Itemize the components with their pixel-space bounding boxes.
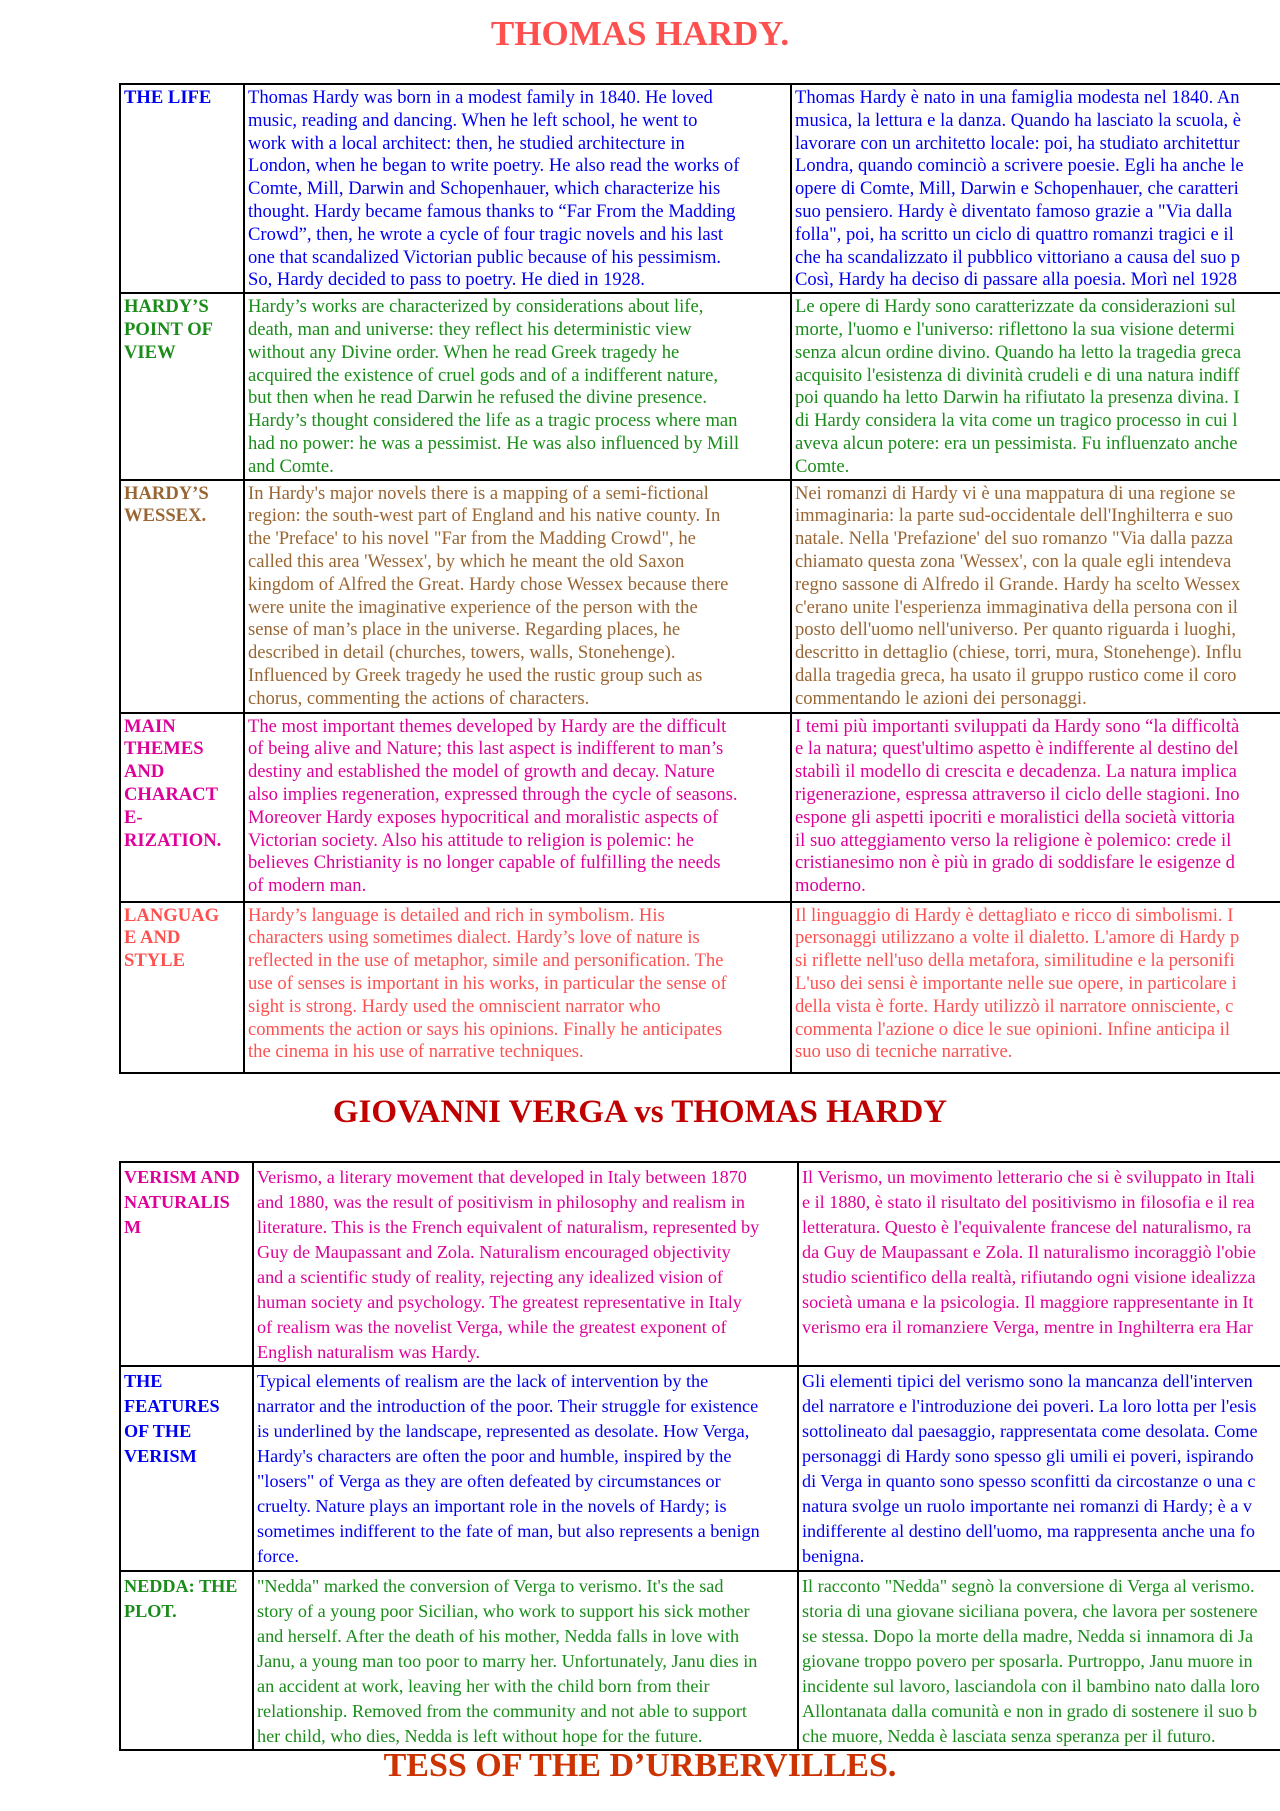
text-line: c'erano unite l'esperienza immaginativa della persona con il	[795, 596, 1238, 618]
text-line: benigna.	[802, 1546, 865, 1566]
text-line: regno sassone di Alfredo il Grande. Hardy ha scelto Wessex	[795, 573, 1241, 595]
english-text	[244, 480, 791, 713]
text-line: human society and psychology. The greatest representative in Italy	[257, 1292, 742, 1312]
text-line: story of a young poor Sicilian, who work to support his sick mother	[257, 1601, 750, 1621]
text-line: del narratore e l'introduzione dei poveri. La loro lotta per l'esis	[802, 1396, 1257, 1416]
text-line: letteratura. Questo è l'equivalente francese del naturalismo, ra	[802, 1217, 1252, 1237]
text-line: VERISM AND	[124, 1167, 240, 1187]
english-text	[244, 84, 791, 293]
italian-text	[798, 1366, 1280, 1571]
text-line: Typical elements of realism are the lack of intervention by the	[257, 1371, 709, 1391]
text-line: English naturalism was Hardy.	[257, 1342, 481, 1362]
text-line: stabilì il modello di crescita e decadenza. La natura implica	[795, 761, 1237, 783]
text-line: CHARACT	[124, 783, 219, 805]
text-line: destiny and established the model of growth and decay. Nature	[248, 761, 715, 783]
text-line: personaggi di Hardy sono spesso gli umili ei poveri, ispirando	[802, 1446, 1254, 1466]
text-line: kingdom of Alfred the Great. Hardy chose Wessex because there	[248, 573, 729, 595]
text-line: comments the action or says his opinions. Finally he anticipates	[248, 1018, 723, 1040]
text-line: studio scientifico della realtà, rifiutando ogni visione idealizza	[802, 1267, 1256, 1287]
text-line: posto dell'uomo nell'universo. Per quanto riguarda i luoghi,	[795, 619, 1237, 641]
text-line: e la natura; quest'ultimo aspetto è indifferente al destino del	[795, 738, 1239, 760]
text-line: chorus, commenting the actions of characters.	[248, 687, 590, 709]
text-line: natura svolge un ruolo importante nei romanzi di Hardy; è a v	[802, 1496, 1253, 1516]
text-line: che ha scandalizzato il pubblico vittoriano a causa del suo p	[795, 246, 1241, 268]
text-line: of modern man.	[248, 875, 367, 897]
english-text	[244, 713, 791, 902]
row-heading	[120, 713, 244, 902]
text-line: sense of man’s place in the universe. Regarding places, he	[248, 619, 681, 641]
text-line: of realism was the novelist Verga, while the greatest exponent of	[257, 1317, 727, 1337]
text-line: VERISM	[124, 1446, 197, 1466]
text-line: sottolineato dal paesaggio, rappresentata come desolata. Come	[802, 1421, 1258, 1441]
english-text	[244, 902, 791, 1073]
text-line: and herself. After the death of his mother, Nedda falls in love with	[257, 1626, 740, 1646]
text-line: se stessa. Dopo la morte della madre, Nedda si innamora di Ja	[802, 1626, 1254, 1646]
text-line: had no power: he was a pessimist. He was also influenced by Mill	[248, 432, 740, 454]
table-row	[120, 1162, 1280, 1366]
text-line: reflected in the use of metaphor, simile and personification. The	[248, 950, 724, 972]
text-line: Il Verismo, un movimento letterario che si è sviluppato in Itali	[802, 1167, 1255, 1187]
text-line: verismo era il romanziere Verga, mentre in Inghilterra era Har	[802, 1317, 1253, 1337]
text-line: L'uso dei sensi è importante nelle sue opere, in particolare i	[795, 972, 1237, 994]
text-line: use of senses is important in his works, in particular the sense of	[248, 972, 727, 994]
text-line: VIEW	[124, 341, 176, 363]
text-line: music, reading and dancing. When he left school, he went to	[248, 109, 698, 131]
text-line: but then when he read Darwin he refused the divine presence.	[248, 387, 707, 409]
text-line: region: the south-west part of England and his native county. In	[248, 505, 721, 527]
english-text	[253, 1571, 798, 1750]
english-text	[253, 1162, 798, 1366]
text-line: M	[124, 1217, 142, 1237]
row-heading	[120, 1366, 253, 1571]
hardy-table	[119, 83, 1280, 1074]
text-line: della vista è forte. Hardy utilizzò il narratore onnisciente, c	[795, 995, 1234, 1017]
text-line: senza alcun ordine divino. Quando ha letto la tragedia greca	[795, 341, 1242, 363]
text-line: were unite the imaginative experience of the person with the	[248, 596, 698, 618]
text-line: death, man and universe: they reflect his deterministic view	[248, 318, 692, 340]
text-line: NEDDA: THE	[124, 1576, 238, 1596]
text-line: Le opere di Hardy sono caratterizzate da considerazioni sul	[795, 296, 1236, 318]
text-line: Verismo, a literary movement that developed in Italy between 1870	[257, 1167, 747, 1187]
section-title-tess: TESS OF THE D’URBERVILLES.	[383, 1747, 897, 1784]
text-line: Thomas Hardy was born in a modest family in 1840. He loved	[248, 87, 713, 108]
text-line: AND	[124, 761, 165, 783]
text-line: immaginaria: la parte sud-occidentale dell'Inghilterra e suo	[795, 505, 1234, 527]
text-line: che muore, Nedda è lasciata senza speranza per il futuro.	[802, 1726, 1216, 1746]
text-line: acquisito l'esistenza di divinità crudeli e di una natura indiff	[795, 364, 1240, 386]
text-line: E-	[124, 806, 143, 828]
text-line: Londra, quando cominciò a scrivere poesie. Egli ha anche le	[795, 155, 1244, 177]
text-line: Comte.	[795, 455, 850, 477]
text-line: sight is strong. Hardy used the omniscient narrator who	[248, 995, 661, 1017]
text-line: without any Divine order. When he read Greek tragedy he	[248, 341, 680, 363]
text-line: rigenerazione, espressa attraverso il ciclo delle stagioni. Ino	[795, 783, 1240, 805]
italian-text	[791, 902, 1280, 1073]
italian-text	[791, 293, 1280, 479]
text-line: personaggi utilizzano a volte il dialetto. L'amore di Hardy p	[795, 927, 1240, 949]
italian-text	[791, 713, 1280, 902]
text-line: Nei romanzi di Hardy vi è una mappatura di una regione se	[795, 482, 1236, 504]
text-line: LANGUAG	[124, 904, 220, 926]
row-heading	[120, 84, 244, 293]
text-line: POINT OF	[124, 318, 214, 340]
text-line: the 'Preface' to his novel "Far from the Madding Crowd", he	[248, 528, 696, 550]
table-row	[120, 293, 1280, 479]
text-line: espone gli aspetti ipocriti e moralistici della società vittoria	[795, 806, 1235, 828]
text-line: indifferente al destino dell'uomo, ma rappresenta anche una fo	[802, 1521, 1255, 1541]
text-line: literature. This is the French equivalent of naturalism, represented by	[257, 1217, 760, 1237]
text-line: dalla tragedia greca, ha usato il gruppo rustico come il coro	[795, 664, 1237, 686]
text-line: MAIN	[124, 715, 176, 737]
text-line: relationship. Removed from the community and not able to support	[257, 1701, 747, 1721]
table-row	[120, 1571, 1280, 1750]
text-line: morte, l'uomo e l'universo: riflettono la sua visione determi	[795, 318, 1235, 340]
text-line: her child, who dies, Nedda is left without hope for the future.	[257, 1726, 703, 1746]
text-line: NATURALIS	[124, 1192, 230, 1212]
text-line: The most important themes developed by Hardy are the difficult	[248, 715, 727, 737]
text-line: folla", poi, ha scritto un ciclo di quattro romanzi tragici e il	[795, 223, 1234, 245]
text-line: Influenced by Greek tragedy he used the rustic group such as	[248, 664, 703, 686]
comparison-table	[119, 1161, 1280, 1751]
text-line: PLOT.	[124, 1601, 177, 1621]
text-line: poi quando ha letto Darwin ha rifiutato la presenza divina. I	[795, 387, 1240, 409]
text-line: and Comte.	[248, 455, 334, 477]
text-line: si riflette nell'uso della metafora, similitudine e la personifi	[795, 950, 1235, 972]
text-line: di Hardy considera la vita come un tragico processo in cui l	[795, 410, 1238, 432]
text-line: In Hardy's major novels there is a mapping of a semi-fictional	[248, 482, 709, 504]
text-line: WESSEX.	[124, 505, 207, 527]
text-line: storia di una giovane siciliana povera, che lavora per sostenere	[802, 1601, 1258, 1621]
italian-text	[791, 480, 1280, 713]
text-line: di Verga in quanto sono spesso sconfitti da circostanze o una c	[802, 1471, 1256, 1491]
italian-text	[791, 84, 1280, 293]
text-line: aveva alcun potere: era un pessimista. Fu influenzato anche	[795, 432, 1238, 454]
text-line: Guy de Maupassant and Zola. Naturalism encouraged objectivity	[257, 1242, 731, 1262]
text-line: società umana e la psicologia. Il maggiore rappresentante in It	[802, 1292, 1254, 1312]
text-line: Crowd”, then, he wrote a cycle of four tragic novels and his last	[248, 223, 724, 245]
text-line: Gli elementi tipici del verismo sono la mancanza dell'interven	[802, 1371, 1253, 1391]
text-line: Comte, Mill, Darwin and Schopenhauer, which characterize his	[248, 178, 721, 200]
text-line: described in detail (churches, towers, walls, Stonehenge).	[248, 642, 676, 664]
text-line: thought. Hardy became famous thanks to “Far From the Madding	[248, 200, 736, 222]
text-line: opere di Comte, Mill, Darwin e Schopenhauer, che caratteri	[795, 178, 1239, 200]
italian-text	[798, 1571, 1280, 1750]
text-line: Moreover Hardy exposes hypocritical and moralistic aspects of	[248, 806, 719, 828]
table-row	[120, 902, 1280, 1073]
text-line: characters using sometimes dialect. Hardy’s love of nature is	[248, 927, 700, 949]
text-line: London, when he began to write poetry. He also read the works of	[248, 155, 740, 177]
text-line: FEATURES	[124, 1396, 220, 1416]
text-line: force.	[257, 1546, 299, 1566]
section-title-comparison: GIOVANNI VERGA vs THOMAS HARDY	[332, 1094, 948, 1130]
text-line: STYLE	[124, 950, 185, 972]
text-line: Hardy’s language is detailed and rich in symbolism. His	[248, 904, 665, 926]
text-line: is underlined by the landscape, represented as desolate. How Verga,	[257, 1421, 750, 1441]
text-line: suo uso di tecniche narrative.	[795, 1041, 1013, 1063]
row-heading	[120, 1162, 253, 1366]
text-line: Thomas Hardy è nato in una famiglia modesta nel 1840. An	[795, 87, 1240, 108]
text-line: il suo atteggiamento verso la religione è polemico: crede il	[795, 829, 1232, 851]
text-line: believes Christianity is no longer capable of fulfilling the needs	[248, 852, 721, 874]
text-line: Il racconto "Nedda" segnò la conversione di Verga al verismo.	[802, 1576, 1255, 1596]
text-line: narrator and the introduction of the poor. Their struggle for existence	[257, 1396, 759, 1416]
english-text	[244, 293, 791, 479]
text-line: da Guy de Maupassant e Zola. Il naturalismo incoraggiò l'obie	[802, 1242, 1256, 1262]
text-line: "losers" of Verga as they are often defeated by circumstances or	[257, 1471, 721, 1491]
row-heading	[120, 480, 244, 713]
text-line: cristianesimo non è più in grado di soddisfare le esigenze d	[795, 852, 1235, 874]
text-line: Janu, a young man too poor to marry her. Unfortunately, Janu dies in	[257, 1651, 758, 1671]
text-line: So, Hardy decided to pass to poetry. He died in 1928.	[248, 269, 645, 291]
text-line: commenta l'azione o dice le sue opinioni. Infine anticipa il	[795, 1018, 1230, 1040]
text-line: suo pensiero. Hardy è diventato famoso grazie a "Via dalla	[795, 200, 1233, 222]
text-line: cruelty. Nature plays an important role in the novels of Hardy; is	[257, 1496, 727, 1516]
row-heading	[120, 902, 244, 1073]
text-line: the cinema in his use of narrative techniques.	[248, 1041, 584, 1063]
text-line: chiamato questa zona 'Wessex', con la quale egli intendeva	[795, 550, 1232, 572]
text-line: Hardy’s works are characterized by considerations about life,	[248, 296, 704, 318]
table-row	[120, 1366, 1280, 1571]
text-line: THE	[124, 1371, 163, 1391]
text-line: Così, Hardy ha deciso di passare alla poesia. Morì nel 1928	[795, 269, 1238, 291]
text-line: THE LIFE	[124, 87, 212, 108]
text-line: HARDY’S	[124, 482, 209, 504]
italian-text	[798, 1162, 1280, 1366]
text-line: sometimes indifferent to the fate of man, but also represents a benign	[257, 1521, 760, 1541]
text-line: lavorare con un architetto locale: poi, ha studiato architettur	[795, 132, 1240, 154]
text-line: an accident at work, leaving her with the child born from their	[257, 1676, 710, 1696]
text-line: Hardy’s thought considered the life as a tragic process where man	[248, 410, 738, 432]
text-line: THEMES	[124, 738, 204, 760]
text-line: E AND	[124, 927, 181, 949]
text-line: moderno.	[795, 875, 866, 897]
english-text	[253, 1366, 798, 1571]
text-line: Hardy's characters are often the poor and humble, inspired by the	[257, 1446, 732, 1466]
table-row	[120, 84, 1280, 293]
table-row	[120, 480, 1280, 713]
text-line: of being alive and Nature; this last aspect is indifferent to man’s	[248, 738, 724, 760]
text-line: e il 1880, è stato il risultato del positivismo in filosofia e il rea	[802, 1192, 1255, 1212]
text-line: RIZATION.	[124, 829, 222, 851]
text-line: OF THE	[124, 1421, 192, 1441]
text-line: HARDY’S	[124, 296, 209, 318]
text-line: Il linguaggio di Hardy è dettagliato e ricco di simbolismi. I	[795, 904, 1234, 926]
text-line: and a scientific study of reality, rejecting any idealized vision of	[257, 1267, 723, 1287]
text-line: work with a local architect: then, he studied architecture in	[248, 132, 685, 154]
text-line: one that scandalized Victorian public because of his pessimism.	[248, 246, 722, 268]
text-line: musica, la lettura e la danza. Quando ha lasciato la scuola, è	[795, 109, 1242, 131]
text-line: also implies regeneration, expressed through the cycle of seasons.	[248, 783, 738, 805]
table-row	[120, 713, 1280, 902]
page-title: THOMAS HARDY.	[490, 14, 790, 53]
text-line: and 1880, was the result of positivism in philosophy and realism in	[257, 1192, 745, 1212]
text-line: acquired the existence of cruel gods and of a indifferent nature,	[248, 364, 718, 386]
text-line: I temi più importanti sviluppati da Hardy sono “la difficoltà	[795, 715, 1240, 737]
text-line: descritto in dettaglio (chiese, torri, mura, Stonehenge). Influ	[795, 642, 1242, 664]
row-heading	[120, 293, 244, 479]
text-line: Victorian society. Also his attitude to religion is polemic: he	[248, 829, 694, 851]
text-line: commentando le azioni dei personaggi.	[795, 687, 1087, 709]
text-line: called this area 'Wessex', by which he meant the old Saxon	[248, 550, 685, 572]
text-line: "Nedda" marked the conversion of Verga to verismo. It's the sad	[257, 1576, 724, 1596]
text-line: incidente sul lavoro, lasciandola con il bambino nato dalla loro	[802, 1676, 1260, 1696]
row-heading	[120, 1571, 253, 1750]
text-line: Allontanata dalla comunità e non in grado di sostenere il suo b	[802, 1701, 1258, 1721]
text-line: natale. Nella 'Prefazione' del suo romanzo "Via dalla pazza	[795, 528, 1234, 550]
text-line: giovane troppo povero per sposarla. Purtroppo, Janu muore in	[802, 1651, 1253, 1671]
